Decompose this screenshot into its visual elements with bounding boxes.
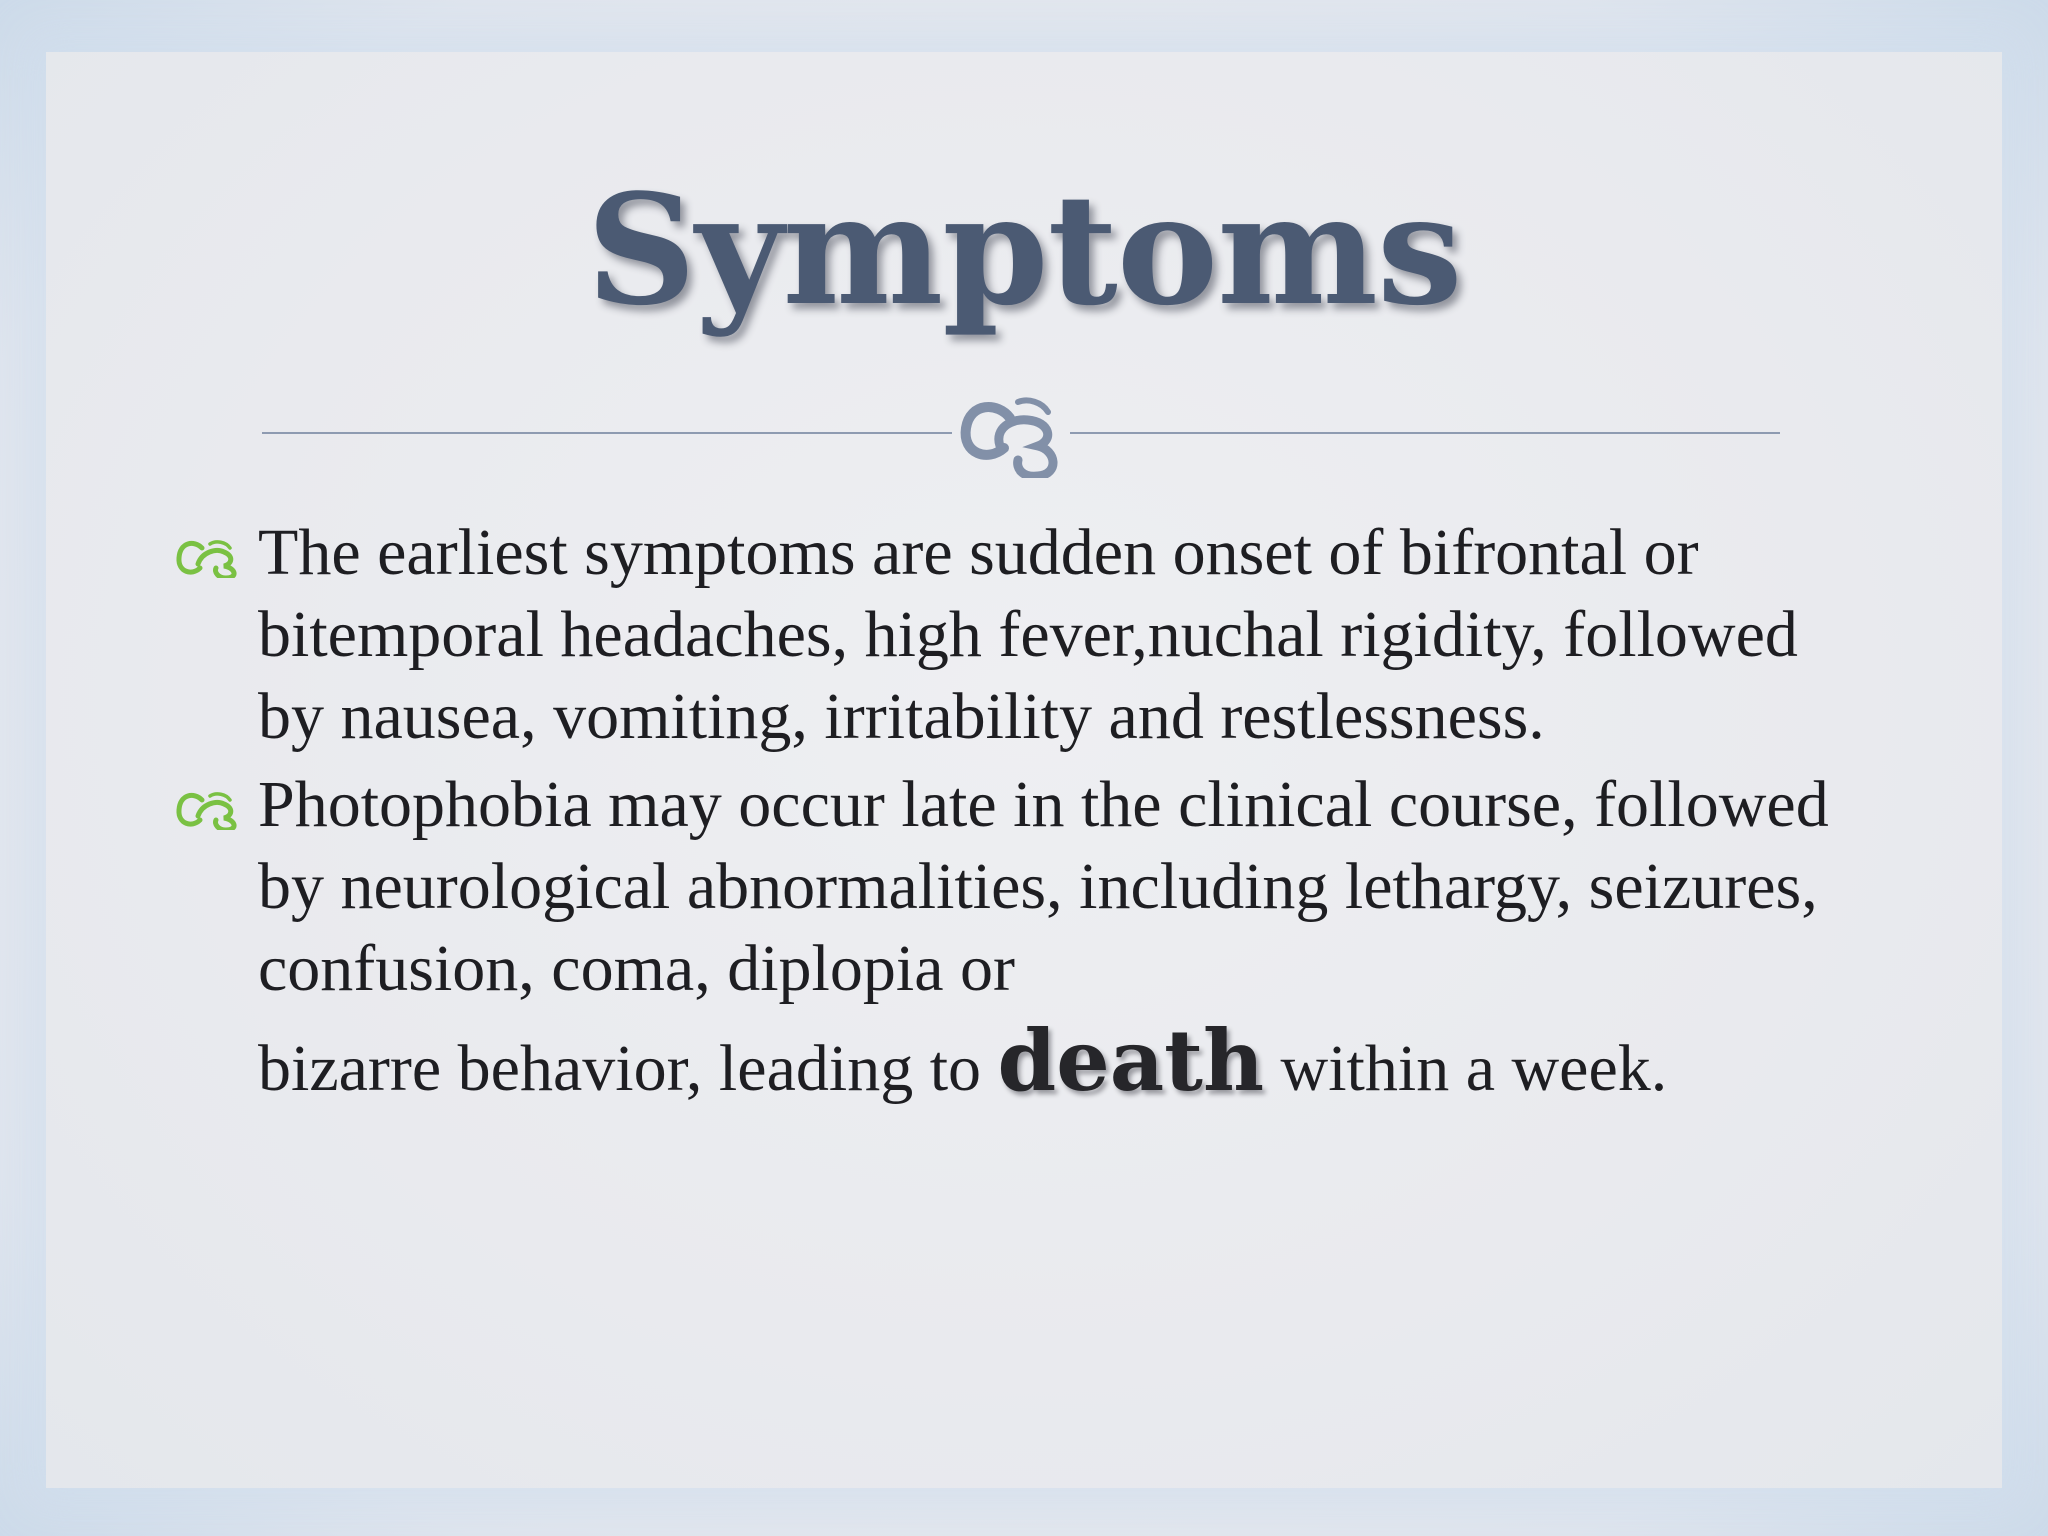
bullet-text-after: within a week. bbox=[1264, 1032, 1668, 1105]
title-divider-left bbox=[262, 432, 952, 434]
bullet-text: Photophobia may occur late in the clinical course, followed by neurological abnormalities, including lethargy, seizures, confusion, coma, diplopia or bbox=[258, 768, 1829, 1005]
bullet-list bbox=[176, 512, 1876, 1116]
title-divider-right bbox=[1070, 432, 1780, 434]
slide-title: Symptoms bbox=[586, 160, 1462, 339]
flourish-ornament-icon bbox=[958, 388, 1068, 478]
bullet-last-line bbox=[258, 1011, 1668, 1110]
list-item bbox=[176, 764, 1876, 1110]
bullet-text-line-start: bizarre behavior, leading to bbox=[258, 1032, 998, 1105]
emphasis-death: death bbox=[997, 1011, 1265, 1110]
list-item bbox=[176, 512, 1876, 758]
flourish-bullet-icon bbox=[176, 538, 244, 578]
flourish-bullet-icon bbox=[176, 790, 244, 830]
bullet-text: The earliest symptoms are sudden onset of bifrontal or bitemporal headaches, high fever,nuchal rigidity, followed by nausea, vomiting, irritability and restlessness. bbox=[258, 516, 1798, 753]
